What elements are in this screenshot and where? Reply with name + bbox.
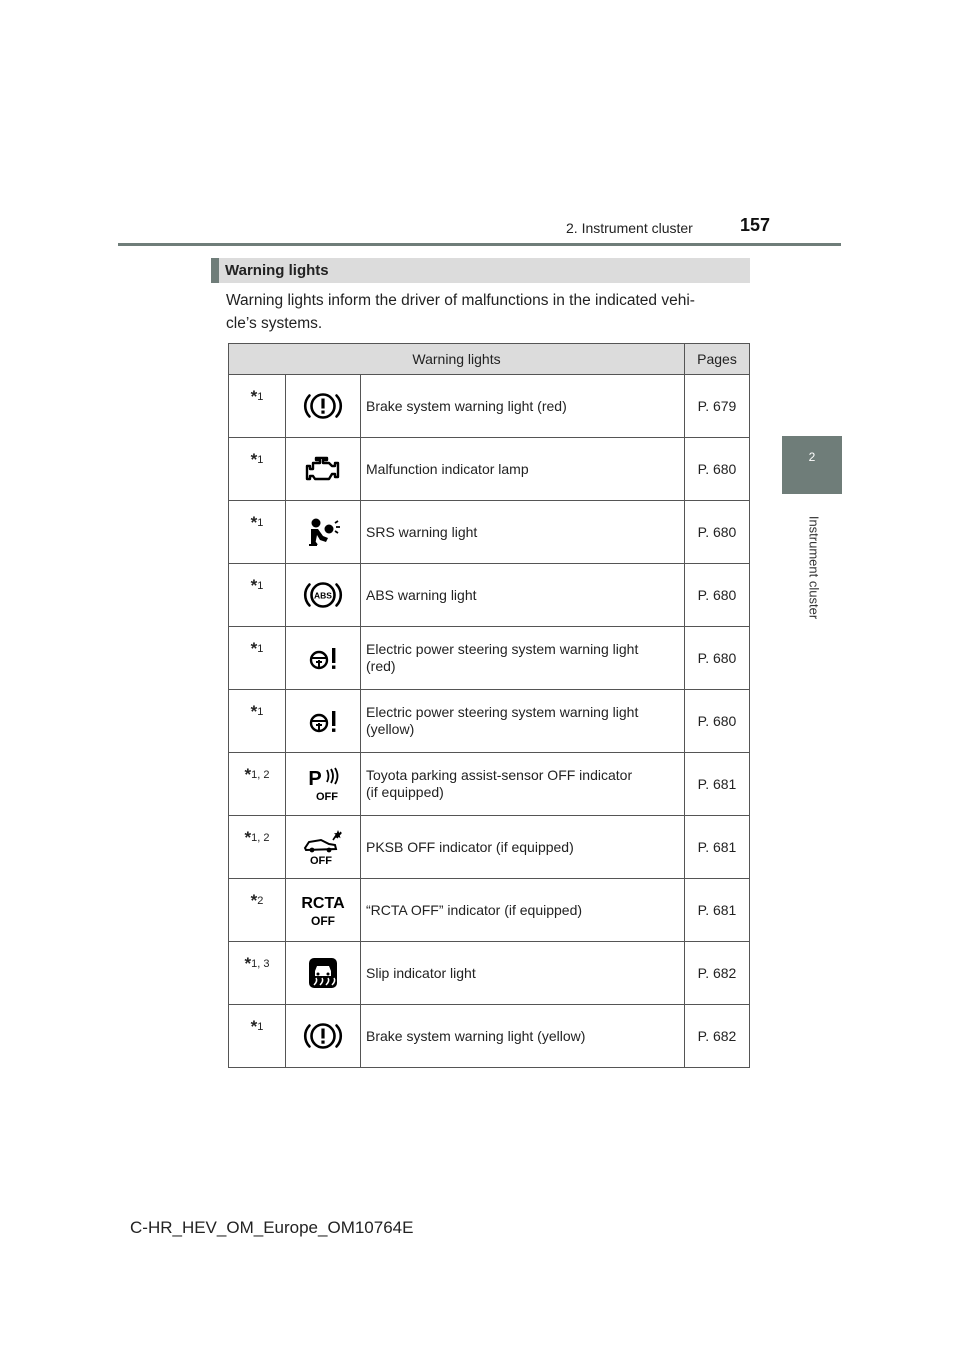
desc-line-1: “RCTA OFF” indicator (if equipped) — [366, 901, 583, 918]
header-rule — [118, 243, 841, 246]
desc-line-1: ABS warning light — [366, 586, 477, 603]
note-cell — [229, 942, 286, 1005]
desc-cell — [361, 690, 685, 753]
rcta-off-icon — [296, 891, 350, 929]
table-row — [229, 627, 750, 690]
note-cell — [229, 501, 286, 564]
icon-cell — [286, 690, 361, 753]
page-ref: P. 679 — [685, 375, 750, 438]
header-pages: Pages — [685, 344, 750, 375]
desc-line-2: (if equipped) — [366, 784, 444, 800]
brake-warning-icon — [303, 389, 343, 423]
asterisk-icon: * — [250, 639, 258, 658]
asterisk-icon: * — [250, 387, 258, 406]
intro-paragraph — [226, 289, 750, 335]
steering-warning-icon — [303, 641, 343, 675]
page-ref: P. 682 — [685, 942, 750, 1005]
asterisk-icon: * — [244, 828, 252, 847]
asterisk-icon: * — [250, 513, 258, 532]
intro-line-1: Warning lights inform the driver of malfunctions in the indicated vehi- — [226, 292, 695, 309]
desc-line-1: Toyota parking assist-sensor OFF indicator — [366, 767, 633, 783]
desc-cell — [361, 438, 685, 501]
engine-check-icon — [303, 452, 343, 486]
icon-cell — [286, 816, 361, 879]
desc-cell — [361, 753, 685, 816]
icon-cell — [286, 375, 361, 438]
table-row — [229, 1005, 750, 1068]
note-cell — [229, 753, 286, 816]
note-cell — [229, 627, 286, 690]
rcta-text: RCTA — [301, 895, 345, 912]
note-number: 1 — [257, 454, 264, 466]
note-number: 1, 2 — [251, 769, 270, 781]
header-section-title: 2. Instrument cluster — [566, 220, 693, 236]
page-ref: P. 681 — [685, 816, 750, 879]
note-number: 1 — [257, 706, 264, 718]
page-ref: P. 681 — [685, 879, 750, 942]
note-number: 1 — [257, 391, 264, 403]
brake-warning-icon — [303, 1019, 343, 1053]
rcta-off-text: OFF — [311, 914, 335, 928]
icon-cell — [286, 942, 361, 1005]
slip-indicator-icon — [303, 955, 343, 991]
section-title: Warning lights — [225, 262, 329, 279]
desc-line-1: PKSB OFF indicator (if equipped) — [366, 838, 574, 855]
icon-cell — [286, 564, 361, 627]
note-cell — [229, 690, 286, 753]
note-number: 1 — [257, 643, 264, 655]
note-number: 1 — [257, 1021, 264, 1033]
page-ref: P. 680 — [685, 438, 750, 501]
page-ref: P. 681 — [685, 753, 750, 816]
table-row — [229, 564, 750, 627]
steering-warning-icon — [303, 704, 343, 738]
desc-line-2: (yellow) — [366, 721, 415, 737]
table-row — [229, 690, 750, 753]
desc-cell — [361, 1005, 685, 1068]
desc-line-1: Malfunction indicator lamp — [366, 460, 529, 477]
table-row — [229, 942, 750, 1005]
note-cell — [229, 375, 286, 438]
desc-line-1: Brake system warning light (red) — [366, 397, 567, 414]
asterisk-icon: * — [244, 765, 252, 784]
abs-icon — [303, 578, 343, 612]
icon-cell — [286, 879, 361, 942]
desc-line-1: SRS warning light — [366, 523, 478, 540]
desc-line-1: Brake system warning light (yellow) — [366, 1027, 586, 1044]
table-row — [229, 753, 750, 816]
note-cell — [229, 816, 286, 879]
section-heading-bar — [211, 258, 750, 283]
desc-line-1: Slip indicator light — [366, 964, 476, 981]
parking-p-letter: P — [308, 768, 322, 790]
airbag-icon — [303, 515, 343, 549]
asterisk-icon: * — [250, 702, 258, 721]
chapter-side-label: Instrument cluster — [806, 515, 822, 620]
page-number: 157 — [740, 215, 771, 235]
table-row — [229, 438, 750, 501]
intro-line-2: cle’s systems. — [226, 315, 323, 332]
note-cell — [229, 879, 286, 942]
asterisk-icon: * — [250, 891, 258, 910]
note-cell — [229, 564, 286, 627]
table-row — [229, 816, 750, 879]
icon-cell — [286, 438, 361, 501]
parking-sensor-off-icon — [303, 765, 343, 803]
desc-line-2: (red) — [366, 658, 396, 674]
asterisk-icon: * — [244, 954, 252, 973]
desc-cell — [361, 375, 685, 438]
note-cell — [229, 438, 286, 501]
note-number: 1 — [257, 580, 264, 592]
note-number: 1 — [257, 517, 264, 529]
abs-icon-text: ABS — [314, 590, 332, 601]
icon-cell — [286, 627, 361, 690]
page-ref: P. 680 — [685, 627, 750, 690]
section-heading-accent — [211, 258, 219, 283]
note-number: 1, 3 — [251, 958, 270, 970]
desc-line-1: Electric power steering system warning light — [366, 704, 639, 720]
warning-lights-table — [228, 343, 750, 1068]
icon-cell — [286, 1005, 361, 1068]
chapter-tab-number: 2 — [808, 450, 816, 464]
page-ref: P. 680 — [685, 501, 750, 564]
asterisk-icon: * — [250, 576, 258, 595]
desc-cell — [361, 816, 685, 879]
desc-cell — [361, 942, 685, 1005]
table-row — [229, 375, 750, 438]
pksb-off-icon — [301, 828, 345, 866]
header-warning-lights: Warning lights — [229, 344, 685, 375]
desc-cell — [361, 879, 685, 942]
desc-cell — [361, 564, 685, 627]
icon-cell — [286, 753, 361, 816]
icon-cell — [286, 501, 361, 564]
note-number: 2 — [257, 895, 264, 907]
page-ref: P. 680 — [685, 564, 750, 627]
table-row — [229, 879, 750, 942]
page-ref: P. 680 — [685, 690, 750, 753]
desc-cell — [361, 627, 685, 690]
parking-off-text: OFF — [316, 791, 338, 803]
table-header-row — [229, 344, 750, 375]
page-ref: P. 682 — [685, 1005, 750, 1068]
desc-line-1: Electric power steering system warning light — [366, 641, 639, 657]
table-row — [229, 501, 750, 564]
asterisk-icon: * — [250, 1017, 258, 1036]
asterisk-icon: * — [250, 450, 258, 469]
pksb-off-text: OFF — [310, 855, 332, 866]
chapter-tab — [782, 436, 842, 494]
note-number: 1, 2 — [251, 832, 270, 844]
desc-cell — [361, 501, 685, 564]
footer-doc-code: C-HR_HEV_OM_Europe_OM10764E — [130, 1218, 414, 1237]
note-cell — [229, 1005, 286, 1068]
